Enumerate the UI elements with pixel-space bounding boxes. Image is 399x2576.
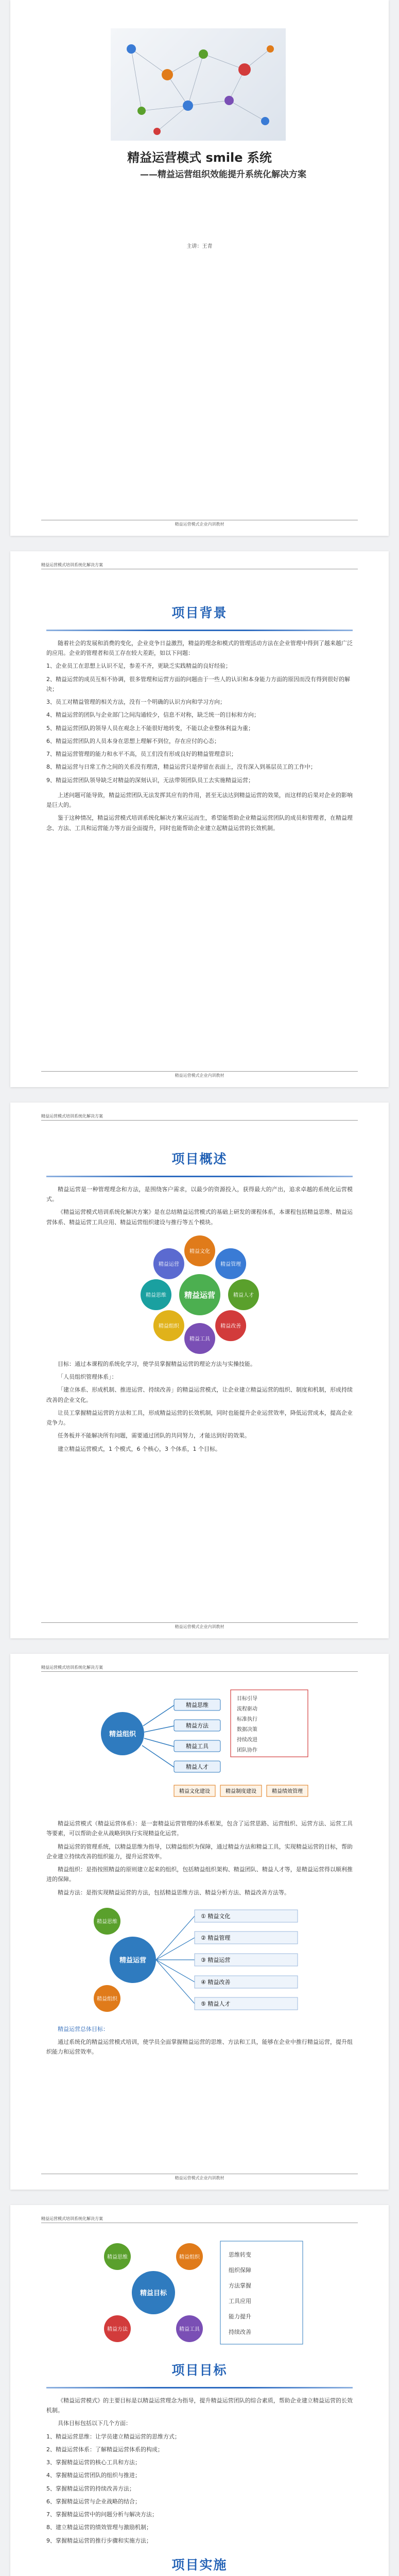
network-people-icon bbox=[111, 28, 286, 141]
overview-paragraph: 目标：通过本课程的系统化学习，使学员掌握精益运营的理论方法与实操技能。 bbox=[58, 1360, 256, 1367]
background-closing: 上述问题可能导致，精益运营团队无法发挥其应有的作用，甚至无法达到精益运营的效果，而这样的后果对企业的影响是巨大的。 bbox=[46, 791, 353, 808]
org-branch-label: 精益思维 bbox=[185, 1702, 209, 1708]
cover-network-image bbox=[111, 28, 286, 141]
goals-page bbox=[10, 2205, 389, 2576]
wheel-petal-label: 精益运营 bbox=[158, 1261, 179, 1267]
problem-item: 4、精益运营的团队与企业部门之间沟通较少，信息不对称，缺乏统一的目标和方向； bbox=[46, 711, 259, 719]
section-heading-overview: 项目概述 bbox=[171, 1151, 228, 1166]
problem-item: 7、精益运营管理的能力和水平不高，员工们没有形成良好的精益管理意识； bbox=[46, 751, 237, 757]
goal-label: 方法掌握 bbox=[228, 2282, 251, 2289]
goal-label: 持续改善 bbox=[228, 2329, 251, 2335]
op-item-label: ① 精益文化 bbox=[200, 1912, 230, 1920]
op-ring-label: 精益组织 bbox=[96, 1996, 117, 2002]
overview-paragraph: 「建立体系、形成机制、推进运营、持续改善」的精益运营模式，让企业建立精益运营的组织、制度和机制，形成持续改善的企业文化。 bbox=[46, 1386, 353, 1403]
overview-paragraph: 《精益运营模式培训系统化解决方案》是在总结精益运营模式的基础上研发的课程体系，本课程包括精益思维、精益运营体系、精益运营工具应用、精益运营组织建设与推行等五个模块。 bbox=[46, 1209, 353, 1226]
section-rule bbox=[46, 1176, 353, 1177]
goal-item: 5、掌握精益运营的持续改善方法； bbox=[46, 2485, 135, 2492]
goals-paragraph: 《精益运营模式》的主要目标是以精益运营理念为指导，提升精益运营团队的综合素质，帮助企业建立精益运营的长效机制。 bbox=[46, 2397, 353, 2414]
page-footer: 精益运营模式企业内训教材 bbox=[175, 1073, 224, 1078]
org-detail-line: 流程驱动 bbox=[236, 1706, 257, 1712]
running-header: 精益运营模式培训系统化解决方案 bbox=[41, 1665, 103, 1670]
goal-label: 思维转变 bbox=[228, 2251, 251, 2258]
org-branch-label: 精益工具 bbox=[185, 1743, 209, 1750]
running-header: 精益运营模式培训系统化解决方案 bbox=[41, 563, 103, 567]
problem-item: 3、员工对精益管理的相关方法，没有一个明确的认识方向和学习方向； bbox=[46, 699, 225, 705]
op-item-label: ③ 精益运营 bbox=[200, 1956, 230, 1963]
op-ring-label: 精益思维 bbox=[96, 1919, 117, 1925]
lean-organization-diagram bbox=[86, 1685, 313, 1814]
wheel-petal-label: 精益管理 bbox=[220, 1261, 241, 1267]
goal-item: 7、掌握精益运营中的问题分析与解决方法； bbox=[46, 2511, 158, 2518]
goal-item: 4、掌握精益运营团队的组织与推进； bbox=[46, 2472, 141, 2479]
goal-item: 3、掌握精益运营的核心工具和方法； bbox=[46, 2459, 141, 2466]
overview-paragraph: 让员工掌握精益运营的方法和工具，形成精益运营的长效机制，同时也能提升企业运营效率，降低运营成本，提高企业竞争力。 bbox=[46, 1409, 353, 1426]
problem-item: 2、精益运营的成员互相不协调，很多管理和运营方面的问题由于一些人的认识和本身能力方面的原因而没有得到很好的解决； bbox=[46, 675, 350, 692]
org-branch-label: 精益人才 bbox=[185, 1764, 209, 1770]
lean-operation-diagram bbox=[86, 1901, 313, 2019]
overview-paragraph: 「人员组织管理体系」： bbox=[58, 1374, 117, 1380]
problem-list bbox=[46, 661, 353, 785]
org-hub-label: 精益组织 bbox=[109, 1731, 136, 1738]
org-branch-label: 精益方法 bbox=[185, 1722, 209, 1729]
overview-paragraph: 精益运营是一种管理理念和方法，是围绕客户需求，以最少的资源投入，获得最大的产出，追求卓越的系统化运营模式。 bbox=[46, 1185, 353, 1202]
footer-rule bbox=[41, 1071, 358, 1072]
model-paragraph: 精益运营模式（精益运营体系）：是一套精益运营管理的体系框架，包含了运营思路、运营组织、运营方法、运营工具等要素，可以帮助企业从战略到执行实现精益化运营。 bbox=[46, 1820, 353, 1837]
model-paragraph: 精益运营的管理系统，以精益思维为指导，以精益组织为保障，通过精益方法和精益工具，实现精益运营的目标，帮助企业建立持续改善的组织能力，提升运营效率。 bbox=[46, 1843, 353, 1860]
page-footer: 精益运营模式企业内训教材 bbox=[175, 522, 224, 527]
org-detail-line: 标准执行 bbox=[236, 1717, 257, 1722]
wheel-petal-label: 精益工具 bbox=[189, 1336, 210, 1342]
wheel-petal-label: 精益文化 bbox=[189, 1248, 210, 1255]
lean-goal-diagram bbox=[92, 2233, 308, 2352]
goals-paragraph: 具体目标包括以下几个方面： bbox=[58, 2420, 131, 2427]
section-heading-goals: 项目目标 bbox=[171, 2363, 228, 2378]
wheel-petal-label: 精益思维 bbox=[145, 1292, 166, 1298]
goal-item: 1、精益运营思维：让学员建立精益运营的思维方式； bbox=[46, 2433, 180, 2440]
model-paragraph: 精益组织：是指按照精益的原则建立起来的组织，包括精益组织架构、精益团队、精益人才等，是精益运营得以顺利推进的保障。 bbox=[46, 1866, 353, 1883]
page-footer: 精益运营模式企业内训教材 bbox=[175, 2176, 224, 2180]
org-detail-line: 持续改进 bbox=[236, 1737, 257, 1743]
running-header: 精益运营模式培训系统化解决方案 bbox=[41, 2216, 103, 2221]
org-sub-label: 精益制度建设 bbox=[225, 1789, 256, 1794]
op-item-label: ⑤ 精益人才 bbox=[200, 2000, 230, 2007]
wheel-petal-label: 精益组织 bbox=[158, 1323, 179, 1329]
cover-page bbox=[10, 0, 389, 536]
lean-wheel-diagram bbox=[123, 1230, 277, 1359]
section-rule bbox=[46, 2387, 353, 2388]
section-heading-background: 项目背景 bbox=[171, 605, 228, 620]
problem-item: 1、企业员工在思想上认识不足，参差不齐，更缺乏实践精益的良好经验； bbox=[46, 663, 231, 670]
page-footer: 精益运营模式企业内训教材 bbox=[175, 1624, 224, 1629]
op-hub-label: 精益运营 bbox=[119, 1956, 146, 1964]
goal-item: 9、掌握精益运营的推行步骤和实施方法； bbox=[46, 2537, 152, 2544]
goal-label: 组织保障 bbox=[228, 2267, 251, 2274]
goal-item: 2、精益运营体系：了解精益运营体系的构成； bbox=[46, 2446, 163, 2453]
section-rule bbox=[46, 630, 353, 631]
problem-item: 8、精益运营与日常工作之间的关系没有理清，精益运营只是停留在表面上，没有深入到基层员工的工作中； bbox=[46, 764, 316, 771]
goal-label: 能力提升 bbox=[228, 2313, 251, 2320]
background-intro: 随着社会的发展和消费的变化，企业竞争日益激烈，精益的理念和模式的管理活动方法在企业管理中得到了越来越广泛的应用。企业的管理者和员工存在较大差距，如以下问题： bbox=[46, 639, 353, 656]
goal-item: 6、掌握精益运营与企业战略的结合； bbox=[46, 2498, 141, 2505]
footer-rule bbox=[41, 1622, 358, 1623]
org-detail-line: 目标引导 bbox=[236, 1696, 257, 1702]
cover-title: 精益运营模式 smile 系统 bbox=[127, 150, 272, 165]
goal-spoke-label: 精益组织 bbox=[179, 2255, 200, 2260]
goal-spoke-label: 精益工具 bbox=[179, 2327, 200, 2332]
wheel-petal-label: 精益人才 bbox=[233, 1292, 254, 1298]
model-paragraph: 精益运营总体目标： bbox=[58, 2025, 109, 2032]
op-item-label: ④ 精益改善 bbox=[200, 1978, 230, 1986]
goal-item: 8、建立精益运营的绩效管理与激励机制； bbox=[46, 2524, 152, 2531]
goal-spoke-label: 精益方法 bbox=[107, 2327, 128, 2332]
org-detail-line: 团队协作 bbox=[236, 1748, 257, 1753]
org-detail-line: 数据决策 bbox=[236, 1727, 257, 1733]
background-page bbox=[10, 551, 389, 1087]
running-header: 精益运营模式培训系统化解决方案 bbox=[41, 1114, 103, 1118]
background-closing: 鉴于这种情况，精益运营模式培训系统化解决方案应运而生，希望能帮助企业精益运营团队的成员和管理者，在精益理念、方法、工具和运营能力等方面全面提升，同时也能帮助企业建立起精益运营的长效机制。 bbox=[46, 815, 353, 832]
model-paragraph: 通过系统化的精益运营模式培训，使学员全面掌握精益运营的思维、方法和工具，能够在企业中推行精益运营，提升组织能力和运营效率。 bbox=[46, 2039, 353, 2056]
header-rule bbox=[41, 1671, 358, 1672]
model-page bbox=[10, 1654, 389, 2190]
overview-page bbox=[10, 1103, 389, 1638]
overview-paragraph: 任务板并不能解决所有问题，需要通过团队的共同努力，才能达到好的效果。 bbox=[58, 1432, 250, 1439]
goal-spoke-label: 精益思维 bbox=[107, 2255, 128, 2260]
cover-author: 主讲：王青 bbox=[186, 244, 213, 249]
problem-item: 6、精益运营团队的人员本身在思想上理解不到位，存在应付的心态； bbox=[46, 737, 220, 744]
header-rule bbox=[41, 1120, 358, 1121]
overview-paragraph: 建立精益运营模式，1 个模式，6 个核心，3 个体系，1 个目标。 bbox=[58, 1445, 221, 1452]
model-paragraph: 精益方法：是指实现精益运营的方法，包括精益思维方法、精益分析方法、精益改善方法等。 bbox=[58, 1889, 290, 1896]
op-item-label: ② 精益管理 bbox=[200, 1934, 230, 1941]
section-heading-implementation: 项目实施 bbox=[171, 2557, 228, 2572]
goal-hub-label: 精益目标 bbox=[140, 2290, 167, 2297]
goal-list bbox=[46, 2432, 353, 2546]
problem-item: 9、精益运营团队领导缺乏对精益的深刻认识，无法带领团队员工去实施精益运营； bbox=[46, 776, 254, 784]
cover-subtitle: ——精益运营组织效能提升系统化解决方案 bbox=[140, 170, 306, 180]
goal-label: 工具应用 bbox=[228, 2298, 251, 2304]
wheel-petal-label: 精益改善 bbox=[220, 1323, 241, 1329]
wheel-center-label: 精益运营 bbox=[184, 1290, 215, 1300]
org-sub-label: 精益绩效管理 bbox=[271, 1789, 303, 1794]
problem-item: 5、精益运营团队的领导人员在观念上不能很好地转变，不能以企业整体利益为重； bbox=[46, 724, 254, 732]
org-sub-label: 精益文化建设 bbox=[179, 1789, 210, 1794]
